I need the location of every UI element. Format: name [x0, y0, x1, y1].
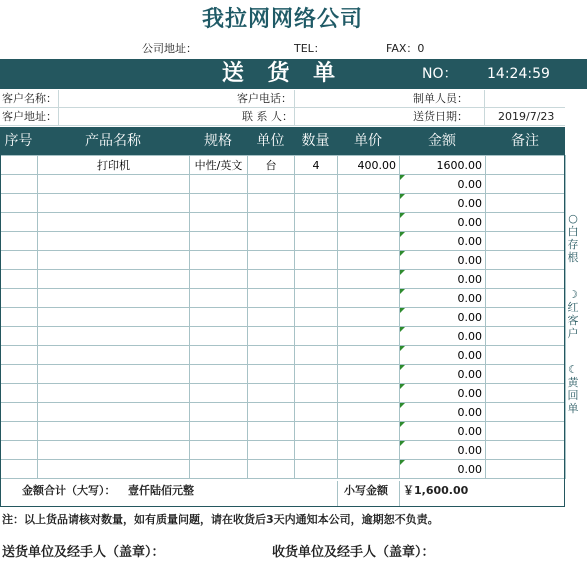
cell-spec	[190, 460, 248, 479]
side-char: 单	[567, 402, 579, 415]
table-row	[1, 346, 566, 365]
cell-amount: 0.00	[400, 194, 486, 213]
time-value: 14:24:59	[487, 66, 550, 82]
cell-qty	[295, 251, 338, 270]
cell-remark	[486, 403, 566, 422]
cell-price	[338, 327, 400, 346]
cell-spec	[190, 403, 248, 422]
formula-marker-icon	[400, 213, 405, 218]
cell-qty	[295, 308, 338, 327]
cell-seq	[1, 232, 38, 251]
formula-marker-icon	[400, 232, 405, 237]
cell-name	[38, 289, 190, 308]
cell-amount: 0.00	[400, 232, 486, 251]
tel-label: TEL：	[294, 42, 325, 55]
cell-seq	[1, 327, 38, 346]
table-header	[0, 127, 565, 155]
cell-unit	[248, 213, 295, 232]
customer-address-label: 客户地址：	[2, 110, 57, 123]
formula-marker-icon	[400, 327, 405, 332]
number-label: NO：	[422, 66, 458, 82]
cell-qty	[295, 403, 338, 422]
cell-seq	[1, 403, 38, 422]
cell-unit	[248, 327, 295, 346]
side-char: 根	[567, 251, 579, 264]
formula-marker-icon	[400, 460, 405, 465]
table-row	[1, 384, 566, 403]
totals-divider	[399, 481, 400, 506]
cell-seq	[1, 270, 38, 289]
delivery-date-value: 2019/7/23	[498, 110, 555, 123]
customer-name-label: 客户名称：	[2, 92, 57, 105]
cell-remark	[486, 327, 566, 346]
table-row	[1, 156, 566, 175]
formula-marker-icon	[400, 441, 405, 446]
cell-qty	[295, 194, 338, 213]
cell-name	[38, 422, 190, 441]
cell-qty	[295, 232, 338, 251]
table-row	[1, 403, 566, 422]
cell-name	[38, 175, 190, 194]
cell-price	[338, 232, 400, 251]
company-name: 我拉网网络公司	[201, 7, 363, 32]
table-row	[1, 232, 566, 251]
cell-remark	[486, 194, 566, 213]
side-char: 红	[567, 301, 579, 314]
side-char: 白	[567, 225, 579, 238]
cell-price	[338, 441, 400, 460]
cell-price	[338, 422, 400, 441]
cell-unit	[248, 289, 295, 308]
formula-marker-icon	[400, 270, 405, 275]
side-char: 回	[567, 389, 579, 402]
cell-name	[38, 384, 190, 403]
cell-name	[38, 213, 190, 232]
table-row	[1, 270, 566, 289]
cell-spec	[190, 175, 248, 194]
cell-seq	[1, 156, 38, 175]
cell-seq	[1, 365, 38, 384]
document-title: 送 货 单	[221, 61, 344, 86]
lower-total-value: ￥1,600.00	[403, 484, 469, 497]
meta-divider	[0, 107, 565, 108]
cell-amount: 0.00	[400, 270, 486, 289]
cell-qty	[295, 384, 338, 403]
cell-price	[338, 175, 400, 194]
upper-total-value: 壹仟陆佰元整	[128, 484, 194, 497]
cell-price	[338, 365, 400, 384]
cell-remark	[486, 175, 566, 194]
column-header: 规格	[204, 133, 232, 149]
cell-qty	[295, 327, 338, 346]
cell-spec	[190, 384, 248, 403]
cell-name	[38, 308, 190, 327]
cell-spec	[190, 289, 248, 308]
cell-amount: 0.00	[400, 251, 486, 270]
cell-remark	[486, 308, 566, 327]
side-char: 客	[567, 314, 579, 327]
cell-unit	[248, 232, 295, 251]
circle-icon: ○	[568, 212, 578, 225]
cell-unit	[248, 251, 295, 270]
cell-unit	[248, 384, 295, 403]
cell-name	[38, 460, 190, 479]
formula-marker-icon	[400, 251, 405, 256]
cell-price	[338, 213, 400, 232]
meta-divider	[484, 90, 485, 126]
cell-unit	[248, 346, 295, 365]
cell-remark	[486, 460, 566, 479]
cell-qty	[295, 460, 338, 479]
cell-seq	[1, 289, 38, 308]
cell-remark	[486, 213, 566, 232]
formula-marker-icon	[400, 289, 405, 294]
formula-marker-icon	[400, 175, 405, 180]
cell-seq	[1, 441, 38, 460]
maker-label: 制单人员：	[413, 92, 468, 105]
cell-unit	[248, 441, 295, 460]
cell-remark	[486, 289, 566, 308]
lower-total-label: 小写金额	[344, 484, 388, 497]
items-table	[0, 155, 566, 479]
company-address-label: 公司地址：	[142, 42, 197, 55]
cell-amount: 0.00	[400, 403, 486, 422]
cell-qty	[295, 270, 338, 289]
cell-name	[38, 251, 190, 270]
cell-spec: 中性/英文	[190, 156, 248, 175]
formula-marker-icon	[400, 346, 405, 351]
column-header: 数量	[301, 133, 330, 149]
cell-amount: 0.00	[400, 289, 486, 308]
cell-remark	[486, 365, 566, 384]
table-row	[1, 308, 566, 327]
formula-marker-icon	[400, 384, 405, 389]
cell-amount: 0.00	[400, 441, 486, 460]
table-row	[1, 327, 566, 346]
cell-spec	[190, 194, 248, 213]
cell-qty	[295, 422, 338, 441]
cell-amount: 0.00	[400, 422, 486, 441]
cell-qty: 4	[295, 156, 338, 175]
cell-spec	[190, 422, 248, 441]
moon-icon: ☽	[568, 288, 578, 301]
cell-name	[38, 441, 190, 460]
cell-price	[338, 194, 400, 213]
cell-qty	[295, 441, 338, 460]
cell-amount: 0.00	[400, 175, 486, 194]
formula-marker-icon	[400, 422, 405, 427]
formula-marker-icon	[400, 403, 405, 408]
cell-spec	[190, 365, 248, 384]
cell-remark	[486, 156, 566, 175]
cell-unit	[248, 422, 295, 441]
cell-unit	[248, 308, 295, 327]
red-copy-label	[567, 288, 579, 340]
column-header: 产品名称	[85, 133, 141, 149]
cell-spec	[190, 308, 248, 327]
totals-divider	[337, 481, 338, 506]
column-header: 备注	[511, 133, 539, 149]
formula-marker-icon	[400, 194, 405, 199]
side-char: 黄	[567, 376, 579, 389]
cell-remark	[486, 422, 566, 441]
disclaimer-note: 注：以上货品请核对数量，如有质量问题，请在收货后3天内通知本公司，逾期恕不负责。	[2, 513, 439, 526]
cell-name	[38, 346, 190, 365]
cell-seq	[1, 346, 38, 365]
cell-spec	[190, 346, 248, 365]
customer-phone-label: 客户电话：	[237, 92, 292, 105]
table-row	[1, 441, 566, 460]
cell-seq	[1, 460, 38, 479]
table-row	[1, 175, 566, 194]
table-row	[1, 289, 566, 308]
cell-spec	[190, 270, 248, 289]
cell-seq	[1, 308, 38, 327]
cell-price	[338, 289, 400, 308]
cell-spec	[190, 327, 248, 346]
white-copy-label	[567, 212, 579, 264]
formula-marker-icon	[400, 365, 405, 370]
table-row	[1, 251, 566, 270]
cell-unit	[248, 460, 295, 479]
cell-amount: 1600.00	[400, 156, 486, 175]
cell-name	[38, 403, 190, 422]
cell-price	[338, 460, 400, 479]
cell-seq	[1, 194, 38, 213]
cell-spec	[190, 213, 248, 232]
cell-amount: 0.00	[400, 384, 486, 403]
cell-amount: 0.00	[400, 308, 486, 327]
cell-name	[38, 270, 190, 289]
cell-remark	[486, 384, 566, 403]
cell-amount: 0.00	[400, 365, 486, 384]
table-row	[1, 422, 566, 441]
table-row	[1, 365, 566, 384]
meta-divider	[0, 125, 565, 126]
upper-total-label: 金额合计（大写）：	[22, 484, 116, 497]
table-row	[1, 213, 566, 232]
cell-seq	[1, 384, 38, 403]
cell-seq	[1, 175, 38, 194]
title-bar	[0, 59, 587, 89]
cell-amount: 0.00	[400, 327, 486, 346]
table-row	[1, 194, 566, 213]
cell-seq	[1, 213, 38, 232]
cell-name: 打印机	[38, 156, 190, 175]
contact-label: 联 系 人：	[242, 110, 293, 123]
cell-name	[38, 327, 190, 346]
column-header: 金额	[428, 133, 456, 149]
crescent-icon: ☾	[568, 363, 578, 376]
fax-label: FAX：0	[386, 42, 425, 55]
cell-spec	[190, 232, 248, 251]
column-header: 单位	[256, 133, 285, 149]
cell-spec	[190, 251, 248, 270]
cell-seq	[1, 251, 38, 270]
side-char: 存	[567, 238, 579, 251]
cell-name	[38, 365, 190, 384]
sender-signature-label: 送货单位及经手人（盖章）：	[2, 545, 165, 560]
cell-qty	[295, 346, 338, 365]
side-char: 户	[567, 327, 579, 340]
formula-marker-icon	[400, 308, 405, 313]
table-row	[1, 460, 566, 479]
cell-remark	[486, 251, 566, 270]
cell-price	[338, 270, 400, 289]
receiver-signature-label: 收货单位及经手人（盖章）：	[272, 545, 435, 560]
cell-price	[338, 346, 400, 365]
cell-remark	[486, 232, 566, 251]
cell-unit	[248, 194, 295, 213]
cell-unit: 台	[248, 156, 295, 175]
cell-unit	[248, 175, 295, 194]
meta-divider	[294, 90, 295, 126]
cell-unit	[248, 365, 295, 384]
cell-amount: 0.00	[400, 213, 486, 232]
column-header: 单价	[354, 133, 382, 149]
cell-unit	[248, 403, 295, 422]
cell-price: 400.00	[338, 156, 400, 175]
cell-remark	[486, 270, 566, 289]
meta-divider	[58, 90, 59, 126]
column-header: 序号	[4, 133, 33, 149]
cell-name	[38, 194, 190, 213]
yellow-copy-label	[567, 363, 579, 415]
delivery-date-label: 送货日期：	[413, 110, 468, 123]
cell-qty	[295, 365, 338, 384]
cell-seq	[1, 422, 38, 441]
cell-price	[338, 251, 400, 270]
cell-price	[338, 403, 400, 422]
cell-price	[338, 384, 400, 403]
cell-name	[38, 232, 190, 251]
cell-remark	[486, 441, 566, 460]
cell-amount: 0.00	[400, 460, 486, 479]
cell-amount: 0.00	[400, 346, 486, 365]
cell-qty	[295, 213, 338, 232]
cell-unit	[248, 270, 295, 289]
cell-qty	[295, 175, 338, 194]
cell-price	[338, 308, 400, 327]
cell-spec	[190, 441, 248, 460]
cell-qty	[295, 289, 338, 308]
cell-remark	[486, 346, 566, 365]
